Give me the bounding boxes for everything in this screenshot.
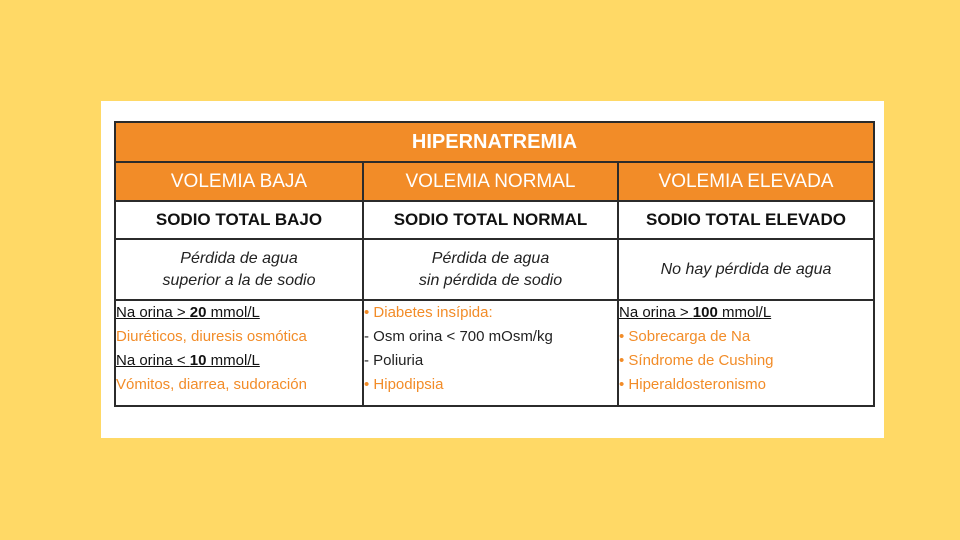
volemia-row xyxy=(115,162,874,201)
na-orina-20-condition xyxy=(116,301,362,325)
perdida-normal-cell xyxy=(363,239,618,300)
hiperaldosteronismo-item: • Hiperaldosteronismo xyxy=(619,376,766,393)
volemia-elevada-header: VOLEMIA ELEVADA xyxy=(618,162,874,201)
perdida-elevada-cell xyxy=(618,239,874,300)
hipernatremia-table xyxy=(114,121,875,407)
sodio-elevado-cell: SODIO TOTAL ELEVADO xyxy=(618,201,874,239)
cond2-prefix: Na orina < xyxy=(116,352,190,369)
poliuria-item: - Poliuria xyxy=(364,352,424,369)
table-card xyxy=(101,101,884,438)
sodio-row xyxy=(115,201,874,239)
cushing-item: • Síndrome de Cushing xyxy=(619,352,774,369)
sodio-normal-cell: SODIO TOTAL NORMAL xyxy=(363,201,618,239)
osm-orina-item xyxy=(364,325,617,349)
osm-prefix: - Osm orina < xyxy=(364,328,460,345)
sodio-bajo-cell: SODIO TOTAL BAJO xyxy=(115,201,363,239)
perdida-elevada-line1: No hay pérdida de agua xyxy=(660,260,832,278)
perdida-normal-line1: Pérdida de agua xyxy=(431,249,550,267)
table-title-row xyxy=(115,122,874,162)
na-orina-10-condition xyxy=(116,349,362,373)
perdida-baja-line2: superior a la de sodio xyxy=(162,271,316,289)
perdida-baja-line1: Pérdida de agua xyxy=(180,249,298,267)
sobrecarga-na-item: • Sobrecarga de Na xyxy=(619,328,751,345)
detalle-baja-cell xyxy=(115,300,363,406)
cond3-prefix: Na orina > xyxy=(619,304,693,321)
cond3-unit: mmol/L xyxy=(717,304,772,321)
cond2-unit: mmol/L xyxy=(206,352,260,369)
diabetes-insipida-item: • Diabetes insípida: xyxy=(364,304,493,321)
causes-diureticos: Diuréticos, diuresis osmótica xyxy=(116,328,307,345)
osm-unit: mOsm/kg xyxy=(484,328,553,345)
na-orina-100-condition xyxy=(619,301,873,325)
detalle-row xyxy=(115,300,874,406)
cond2-number: 10 xyxy=(189,352,207,369)
causes-vomitos: Vómitos, diarrea, sudoración xyxy=(116,376,307,393)
cond1-unit: mmol/L xyxy=(206,304,260,321)
cond1-prefix: Na orina > xyxy=(116,304,190,321)
perdida-row xyxy=(115,239,874,300)
table-title: HIPERNATREMIA xyxy=(115,122,874,162)
detalle-elevada-cell xyxy=(618,300,874,406)
cond3-number: 100 xyxy=(692,304,718,321)
perdida-baja-cell xyxy=(115,239,363,300)
volemia-baja-header: VOLEMIA BAJA xyxy=(115,162,363,201)
volemia-normal-header: VOLEMIA NORMAL xyxy=(363,162,618,201)
detalle-normal-cell xyxy=(363,300,618,406)
perdida-normal-line2: sin pérdida de sodio xyxy=(418,271,563,289)
osm-number: 700 xyxy=(459,328,485,345)
hipodipsia-item: • Hipodipsia xyxy=(364,376,444,393)
cond1-number: 20 xyxy=(189,304,207,321)
